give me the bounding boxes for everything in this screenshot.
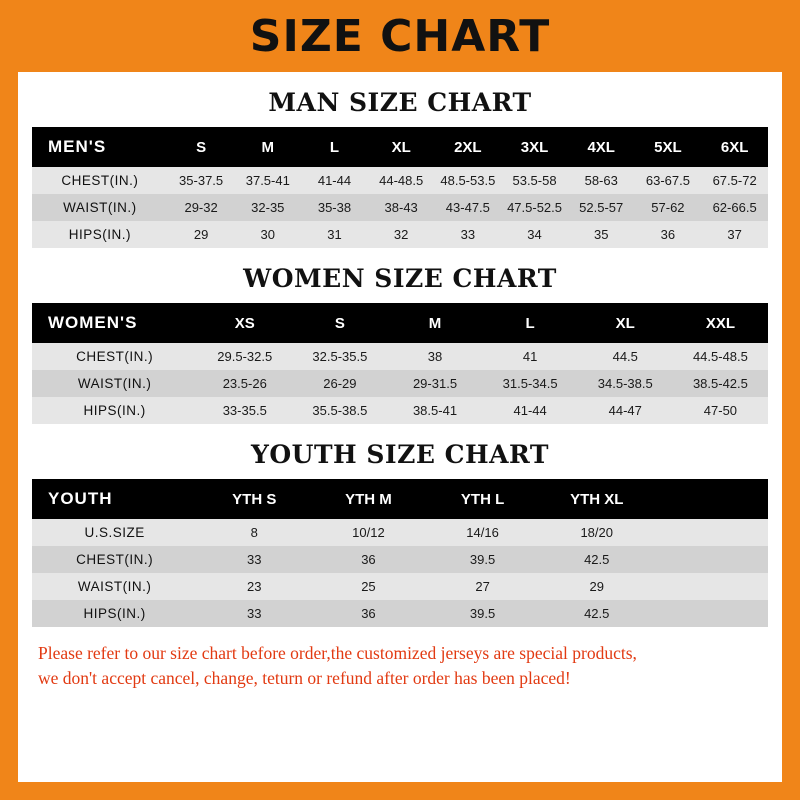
col-header-s: S (292, 303, 387, 343)
cell: 26-29 (292, 370, 387, 397)
cell: 38 (387, 343, 482, 370)
banner (0, 0, 800, 72)
cell: 25 (311, 573, 425, 600)
cell: 47.5-52.5 (501, 194, 568, 221)
cell: 36 (635, 221, 702, 248)
cell: 29.5-32.5 (197, 343, 292, 370)
cell: 34 (501, 221, 568, 248)
col-header-xs: XS (197, 303, 292, 343)
youth-table-head (32, 479, 768, 519)
col-header-6xl: 6XL (701, 127, 768, 167)
cell: 44-48.5 (368, 167, 435, 194)
table-row (32, 397, 768, 424)
table-row (32, 194, 768, 221)
col-header-yth-l: YTH L (426, 479, 540, 519)
cell: 29-32 (168, 194, 235, 221)
col-header-m: M (387, 303, 482, 343)
cell: 43-47.5 (435, 194, 502, 221)
col-header-empty (654, 479, 768, 519)
row-label-us-size: U.S.SIZE (32, 519, 197, 546)
policy-note-line-2: we don't accept cancel, change, teturn or refund after order has been placed! (38, 668, 571, 689)
policy-note-line-1: Please refer to our size chart before order,the customized jerseys are special products, (38, 643, 637, 663)
cell (654, 519, 768, 546)
cell: 37 (701, 221, 768, 248)
col-header-s: S (168, 127, 235, 167)
col-header-l: L (301, 127, 368, 167)
col-header-m: M (234, 127, 301, 167)
cell: 41-44 (483, 397, 578, 424)
man-table-body (32, 167, 768, 248)
row-label-waist: WAIST(IN.) (32, 370, 197, 397)
cell: 42.5 (540, 600, 654, 627)
row-label-waist: WAIST(IN.) (32, 573, 197, 600)
cell: 36 (311, 600, 425, 627)
content (18, 88, 782, 692)
cell: 58-63 (568, 167, 635, 194)
cell: 35.5-38.5 (292, 397, 387, 424)
cell: 47-50 (673, 397, 768, 424)
cell: 33 (197, 600, 311, 627)
youth-table-body (32, 519, 768, 627)
cell: 33 (197, 546, 311, 573)
cell: 42.5 (540, 546, 654, 573)
bottom-accent-bar (0, 782, 800, 800)
col-header-yth-s: YTH S (197, 479, 311, 519)
youth-section-title: YOUTH SIZE CHART (251, 440, 549, 469)
row-label-chest: CHEST(IN.) (32, 546, 197, 573)
cell: 41 (483, 343, 578, 370)
cell (654, 573, 768, 600)
cell: 44.5 (578, 343, 673, 370)
page-title: SIZE CHART (249, 10, 551, 62)
policy-note (38, 641, 762, 692)
cell: 38.5-41 (387, 397, 482, 424)
cell: 39.5 (426, 546, 540, 573)
col-header-xl: XL (578, 303, 673, 343)
cell: 35-38 (301, 194, 368, 221)
women-section-title: WOMEN SIZE CHART (243, 264, 557, 293)
row-label-chest: CHEST(IN.) (32, 167, 168, 194)
cell: 62-66.5 (701, 194, 768, 221)
row-label-chest: CHEST(IN.) (32, 343, 197, 370)
cell: 8 (197, 519, 311, 546)
table-header-row (32, 127, 768, 167)
man-section-title: MAN SIZE CHART (268, 88, 532, 117)
cell: 33 (435, 221, 502, 248)
cell: 38-43 (368, 194, 435, 221)
women-table-head (32, 303, 768, 343)
table-row (32, 167, 768, 194)
cell: 67.5-72 (701, 167, 768, 194)
cell: 23.5-26 (197, 370, 292, 397)
col-header-mens: MEN'S (32, 127, 168, 167)
cell: 27 (426, 573, 540, 600)
table-header-row (32, 303, 768, 343)
cell: 44-47 (578, 397, 673, 424)
cell: 53.5-58 (501, 167, 568, 194)
cell: 57-62 (635, 194, 702, 221)
cell: 35-37.5 (168, 167, 235, 194)
cell: 10/12 (311, 519, 425, 546)
col-header-3xl: 3XL (501, 127, 568, 167)
cell: 38.5-42.5 (673, 370, 768, 397)
cell: 29 (540, 573, 654, 600)
table-row (32, 573, 768, 600)
cell: 31 (301, 221, 368, 248)
table-row (32, 370, 768, 397)
col-header-4xl: 4XL (568, 127, 635, 167)
col-header-womens: WOMEN'S (32, 303, 197, 343)
cell: 34.5-38.5 (578, 370, 673, 397)
table-header-row (32, 479, 768, 519)
cell: 37.5-41 (234, 167, 301, 194)
cell: 14/16 (426, 519, 540, 546)
cell: 29 (168, 221, 235, 248)
cell: 63-67.5 (635, 167, 702, 194)
women-table-body (32, 343, 768, 424)
cell: 35 (568, 221, 635, 248)
row-label-hips: HIPS(IN.) (32, 600, 197, 627)
cell: 32.5-35.5 (292, 343, 387, 370)
col-header-xl: XL (368, 127, 435, 167)
col-header-5xl: 5XL (635, 127, 702, 167)
col-header-yth-xl: YTH XL (540, 479, 654, 519)
cell: 41-44 (301, 167, 368, 194)
cell: 33-35.5 (197, 397, 292, 424)
cell: 39.5 (426, 600, 540, 627)
row-label-hips: HIPS(IN.) (32, 221, 168, 248)
col-header-2xl: 2XL (435, 127, 502, 167)
table-row (32, 221, 768, 248)
table-row (32, 600, 768, 627)
row-label-hips: HIPS(IN.) (32, 397, 197, 424)
cell: 44.5-48.5 (673, 343, 768, 370)
col-header-youth: YOUTH (32, 479, 197, 519)
table-row (32, 546, 768, 573)
cell: 36 (311, 546, 425, 573)
cell: 52.5-57 (568, 194, 635, 221)
cell: 32-35 (234, 194, 301, 221)
cell: 23 (197, 573, 311, 600)
man-table-head (32, 127, 768, 167)
youth-size-chart-table (32, 479, 768, 627)
cell: 48.5-53.5 (435, 167, 502, 194)
cell: 30 (234, 221, 301, 248)
cell: 29-31.5 (387, 370, 482, 397)
col-header-l: L (483, 303, 578, 343)
cell: 18/20 (540, 519, 654, 546)
table-row (32, 519, 768, 546)
man-size-chart-table (32, 127, 768, 248)
cell (654, 600, 768, 627)
col-header-yth-m: YTH M (311, 479, 425, 519)
row-label-waist: WAIST(IN.) (32, 194, 168, 221)
cell: 31.5-34.5 (483, 370, 578, 397)
cell: 32 (368, 221, 435, 248)
cell (654, 546, 768, 573)
table-row (32, 343, 768, 370)
women-size-chart-table (32, 303, 768, 424)
col-header-xxl: XXL (673, 303, 768, 343)
